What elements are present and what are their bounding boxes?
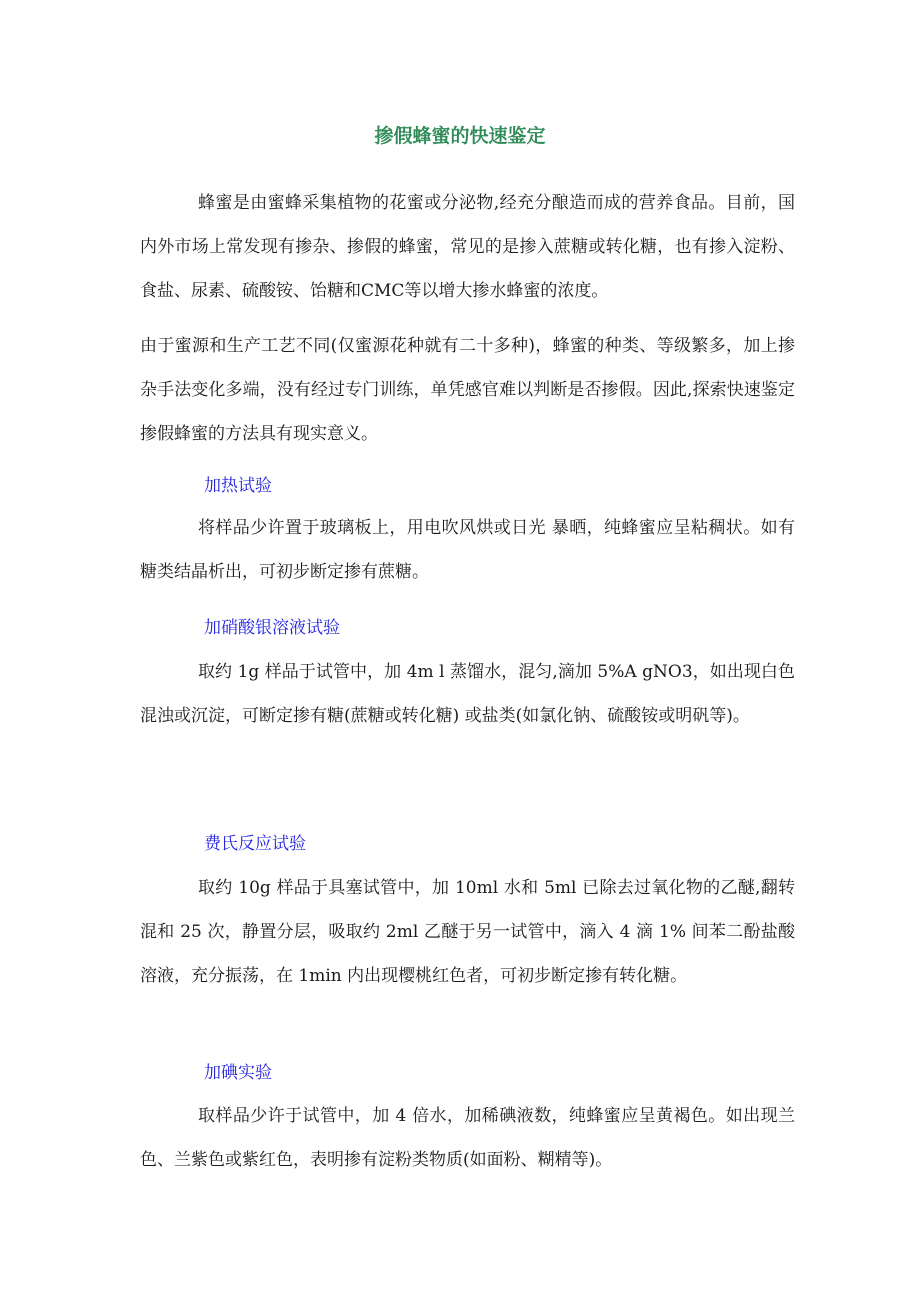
section-heading-heating: 加热试验: [204, 476, 272, 496]
intro-paragraph-1: 蜂蜜是由蜜蜂采集植物的花蜜或分泌物,经充分酿造而成的营养食品。目前，国内外市场上常发现有掺杂、掺假的蜂蜜，常见的是掺入蔗糖或转化糖，也有掺入淀粉、食盐、尿素、硫酸铵、饴糖和CMC等以增大掺水蜂蜜的浓度。: [140, 193, 795, 301]
section-heading-silver-nitrate: 加硝酸银溶液试验: [204, 618, 340, 638]
section-heading-fiehe-reaction: 费氏反应试验: [204, 834, 306, 854]
section-heading-iodine: 加碘实验: [204, 1063, 272, 1083]
section-body-iodine: 取样品少许于试管中，加 4 倍水，加稀碘液数，纯蜂蜜应呈黄褐色。如出现兰色、兰紫色或紫红色，表明掺有淀粉类物质(如面粉、糊精等)。: [140, 1106, 795, 1170]
section-body-heating: 将样品少许置于玻璃板上，用电吹风烘或日光 暴晒，纯蜂蜜应呈粘稠状。如有糖类结晶析出，可初步断定掺有蔗糖。: [140, 518, 795, 582]
section-body-silver-nitrate: 取约 1g 样品于试管中，加 4m l 蒸馏水，混匀,滴加 5%A gNO3，如出现白色混浊或沉淀，可断定掺有糖(蔗糖或转化糖) 或盐类(如氯化钠、硫酸铵或明矾等)。: [140, 662, 795, 726]
document-title: 掺假蜂蜜的快速鉴定: [374, 125, 546, 147]
section-body-fiehe-reaction: 取约 10g 样品于具塞试管中，加 10ml 水和 5ml 已除去过氧化物的乙醚,翻转混和 25 次，静置分层，吸取约 2ml 乙醚于另一试管中，滴入 4 滴 1% 间苯二酚盐酸溶液，充分振荡，在 1min 内出现樱桃红色者，可初步断定掺有转化糖。: [140, 878, 795, 986]
intro-paragraph-2: 由于蜜源和生产工艺不同(仅蜜源花种就有二十多种)，蜂蜜的种类、等级繁多，加上掺杂手法变化多端，没有经过专门训练，单凭感官难以判断是否掺假。因此,探索快速鉴定掺假蜂蜜的方法具有现实意义。: [140, 336, 795, 444]
